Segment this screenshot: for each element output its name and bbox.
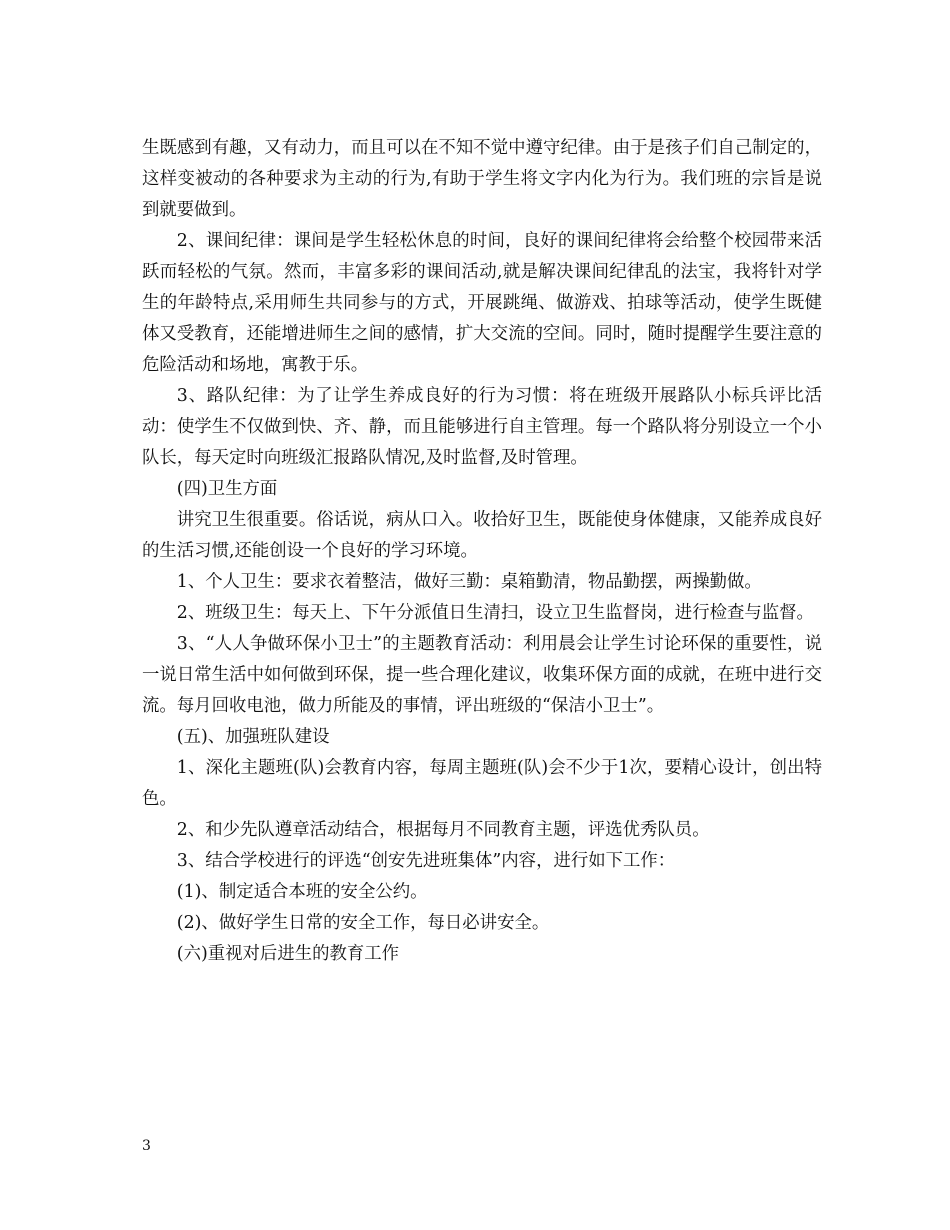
paragraph-class-hygiene: 2、班级卫生：每天上、下午分派值日生清扫，设立卫生监督岗，进行检查与监督。 xyxy=(176,603,814,623)
paragraph-personal-hygiene: 1、个人卫生：要求衣着整洁，做好三勤：桌箱勤清，物品勤摆，两操勤做。 xyxy=(176,572,762,592)
section-heading-underachievers: (六)重视对后进生的教育工作 xyxy=(176,944,400,964)
paragraph-safety-pact: (1)、制定适合本班的安全公约。 xyxy=(176,882,428,902)
page-number: 3 xyxy=(142,1138,151,1154)
paragraph-continuation: 生既感到有趣，又有动力，而且可以在不知不觉中遵守纪律。由于是孩子们自己制定的，这样变被动的各种要求为主动的行为,有助于学生将文字内化为行为。我们班的宗旨是说到就要做到。 xyxy=(142,138,822,220)
paragraph-environment-activity: 3、“人人争做环保小卫士”的主题教育活动：利用晨会让学生讨论环保的重要性，说一说日常生活中如何做到环保，提一些合理化建议，收集环保方面的成就，在班中进行交流。每月回收电池，做力所能及的事情，评出班级的“保洁小卫士”。 xyxy=(142,634,822,716)
paragraph-break-discipline: 2、课间纪律：课间是学生轻松休息的时间，良好的课间纪律将会给整个校园带来活跃而轻松的气氛。然而，丰富多彩的课间活动,就是解决课间纪律乱的法宝，我将针对学生的年龄特点,采用师生共同参与的方式，开展跳绳、做游戏、拍球等活动，使学生既健体又受教育，还能增进师生之间的感情，扩大交流的空间。同时，随时提醒学生要注意的危险活动和场地，寓教于乐。 xyxy=(142,231,822,375)
section-heading-hygiene: (四)卫生方面 xyxy=(176,479,278,499)
document-body xyxy=(142,133,822,970)
paragraph-theme-meeting: 1、深化主题班(队)会教育内容，每周主题班(队)会不少于1次，要精心设计，创出特色。 xyxy=(142,758,822,809)
section-heading-class-team: (五)、加强班队建设 xyxy=(176,727,330,747)
paragraph-safety-evaluation: 3、结合学校进行的评选“创安先进班集体”内容，进行如下工作： xyxy=(176,851,676,871)
paragraph-line-discipline: 3、路队纪律：为了让学生养成良好的行为习惯：将在班级开展路队小标兵评比活动：使学生不仅做到快、齐、静，而且能够进行自主管理。每一个路队将分别设立一个小队长，每天定时向班级汇报路队情况,及时监督,及时管理。 xyxy=(142,386,822,468)
paragraph-daily-safety: (2)、做好学生日常的安全工作，每日必讲安全。 xyxy=(176,913,550,933)
paragraph-young-pioneers: 2、和少先队遵章活动结合，根据每月不同教育主题，评选优秀队员。 xyxy=(176,820,710,840)
paragraph-hygiene-intro: 讲究卫生很重要。俗话说，病从口入。收拾好卫生，既能使身体健康，又能养成良好的生活习惯,还能创设一个良好的学习环境。 xyxy=(142,510,822,561)
